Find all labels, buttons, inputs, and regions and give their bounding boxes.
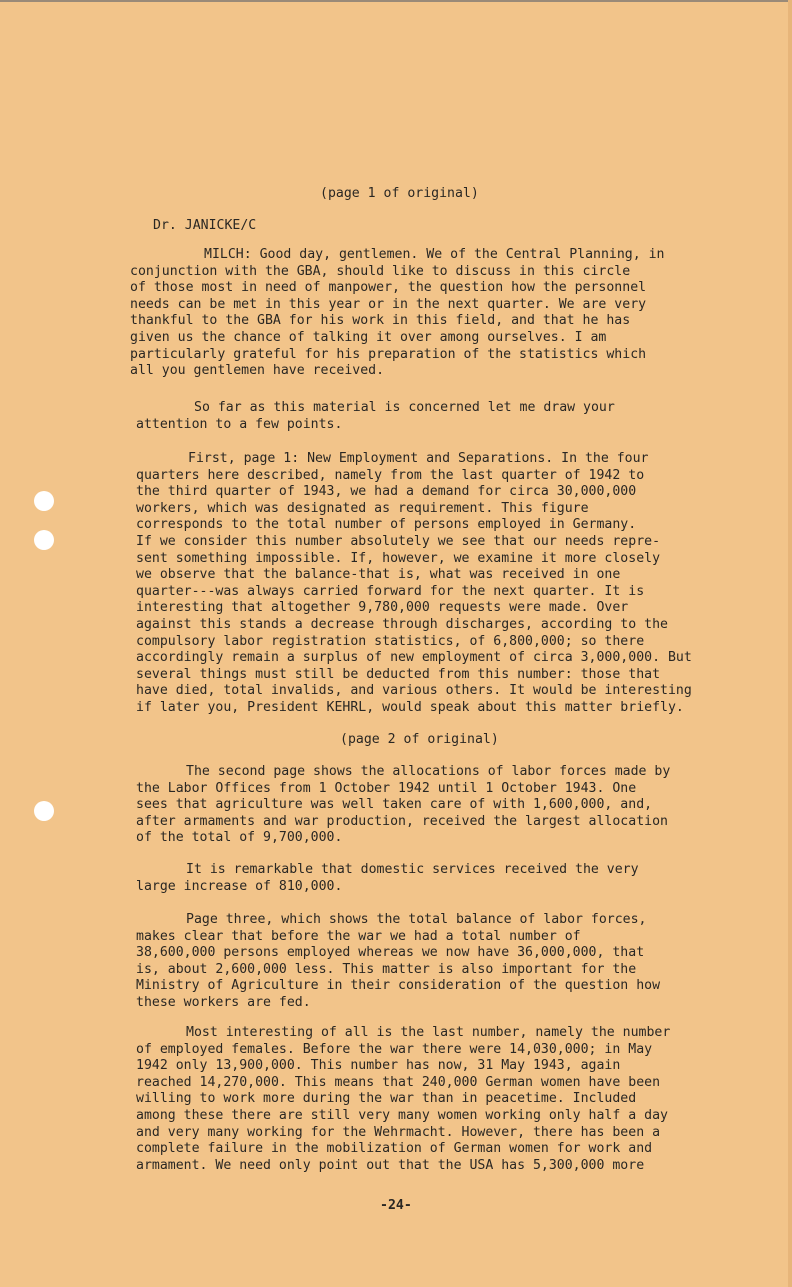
text-line: given us the chance of talking it over among ourselves. I am — [130, 329, 607, 345]
page-header-original-1: (page 1 of original) — [320, 186, 479, 201]
page-number: -24- — [380, 1198, 412, 1213]
text-line: of those most in need of manpower, the question how the personnel — [130, 280, 647, 296]
text-line: Most interesting of all is the last number, namely the number — [186, 1025, 671, 1040]
text-line: of the total of 9,700,000. — [136, 830, 343, 846]
punch-hole — [34, 530, 54, 550]
text-line: complete failure in the mobilization of German women for work and — [136, 1141, 653, 1157]
text-line: So far as this material is concerned let me draw your — [194, 400, 615, 415]
paragraph-1 — [130, 247, 730, 380]
text-line: sent something impossible. If, however, we examine it more closely — [136, 550, 661, 566]
text-line: after armaments and war production, received the largest allocation — [136, 813, 668, 829]
text-line: attention to a few points. — [136, 416, 343, 432]
text-line: 1942 only 13,900,000. This number has now, 31 May 1943, again — [136, 1058, 621, 1074]
text-line: interesting that altogether 9,780,000 requests were made. Over — [136, 600, 629, 616]
paragraph-3 — [136, 451, 736, 717]
text-line: willing to work more during the war than in peacetime. Included — [136, 1091, 637, 1107]
text-line: conjunction with the GBA, should like to discuss in this circle — [130, 263, 631, 279]
text-line: reached 14,270,000. This means that 240,000 German women have been — [136, 1074, 661, 1090]
text-line: armament. We need only point out that the USA has 5,300,000 more — [136, 1157, 645, 1173]
text-line: the third quarter of 1943, we had a demand for circa 30,000,000 — [136, 484, 637, 500]
text-line: accordingly remain a surplus of new employment of circa 3,000,000. But — [136, 650, 692, 666]
text-line: against this stands a decrease through discharges, according to the — [136, 616, 668, 632]
text-line: MILCH: Good day, gentlemen. We of the Central Planning, in — [204, 247, 665, 262]
text-line: these workers are fed. — [136, 994, 311, 1010]
paragraph-7 — [136, 1025, 736, 1174]
paragraph-5 — [136, 862, 736, 895]
text-line: particularly grateful for his preparation of the statistics which — [130, 346, 647, 362]
text-line: 38,600,000 persons employed whereas we now have 36,000,000, that — [136, 945, 645, 961]
text-line: quarter---was always carried forward for the next quarter. It is — [136, 583, 645, 599]
text-line: corresponds to the total number of persons employed in Germany. — [136, 517, 637, 533]
paragraph-4 — [136, 764, 736, 847]
text-line: First, page 1: New Employment and Separations. In the four — [188, 451, 649, 466]
text-line: sees that agriculture was well taken care of with 1,600,000, and, — [136, 797, 653, 813]
paragraph-2 — [136, 400, 736, 433]
text-line: If we consider this number absolutely we see that our needs repre- — [136, 533, 661, 549]
text-line: Ministry of Agriculture in their consideration of the question how — [136, 978, 661, 994]
text-line: workers, which was designated as requirement. This figure — [136, 500, 589, 516]
text-line: large increase of 810,000. — [136, 878, 343, 894]
page-header-original-2: (page 2 of original) — [340, 732, 499, 747]
paragraph-6 — [136, 912, 736, 1012]
text-line: makes clear that before the war we had a total number of — [136, 928, 581, 944]
text-line: compulsory labor registration statistics, of 6,800,000; so there — [136, 633, 645, 649]
text-line: of employed females. Before the war there were 14,030,000; in May — [136, 1041, 653, 1057]
text-line: is, about 2,600,000 less. This matter is also important for the — [136, 961, 637, 977]
text-line: It is remarkable that domestic services received the very — [186, 862, 639, 877]
text-line: among these there are still very many women working only half a day — [136, 1107, 668, 1123]
text-line: if later you, President KEHRL, would speak about this matter briefly. — [136, 699, 684, 715]
text-line: the Labor Offices from 1 October 1942 until 1 October 1943. One — [136, 780, 637, 796]
text-line: all you gentlemen have received. — [130, 363, 385, 379]
text-line: have died, total invalids, and various others. It would be interesting — [136, 683, 692, 699]
text-line: we observe that the balance-that is, what was received in one — [136, 567, 621, 583]
text-line: The second page shows the allocations of labor forces made by — [186, 764, 671, 779]
scan-right-edge — [788, 0, 792, 1287]
text-line: quarters here described, namely from the last quarter of 1942 to — [136, 467, 645, 483]
punch-hole — [34, 491, 54, 511]
text-line: thankful to the GBA for his work in this field, and that he has — [130, 313, 631, 329]
addressee-line: Dr. JANICKE/C — [153, 218, 257, 233]
text-line: several things must still be deducted from this number: those that — [136, 666, 661, 682]
text-line: Page three, which shows the total balance of labor forces, — [186, 912, 647, 927]
text-line: and very many working for the Wehrmacht. However, there has been a — [136, 1124, 661, 1140]
scan-top-border — [0, 0, 792, 2]
punch-hole — [34, 801, 54, 821]
text-line: needs can be met in this year or in the next quarter. We are very — [130, 296, 647, 312]
